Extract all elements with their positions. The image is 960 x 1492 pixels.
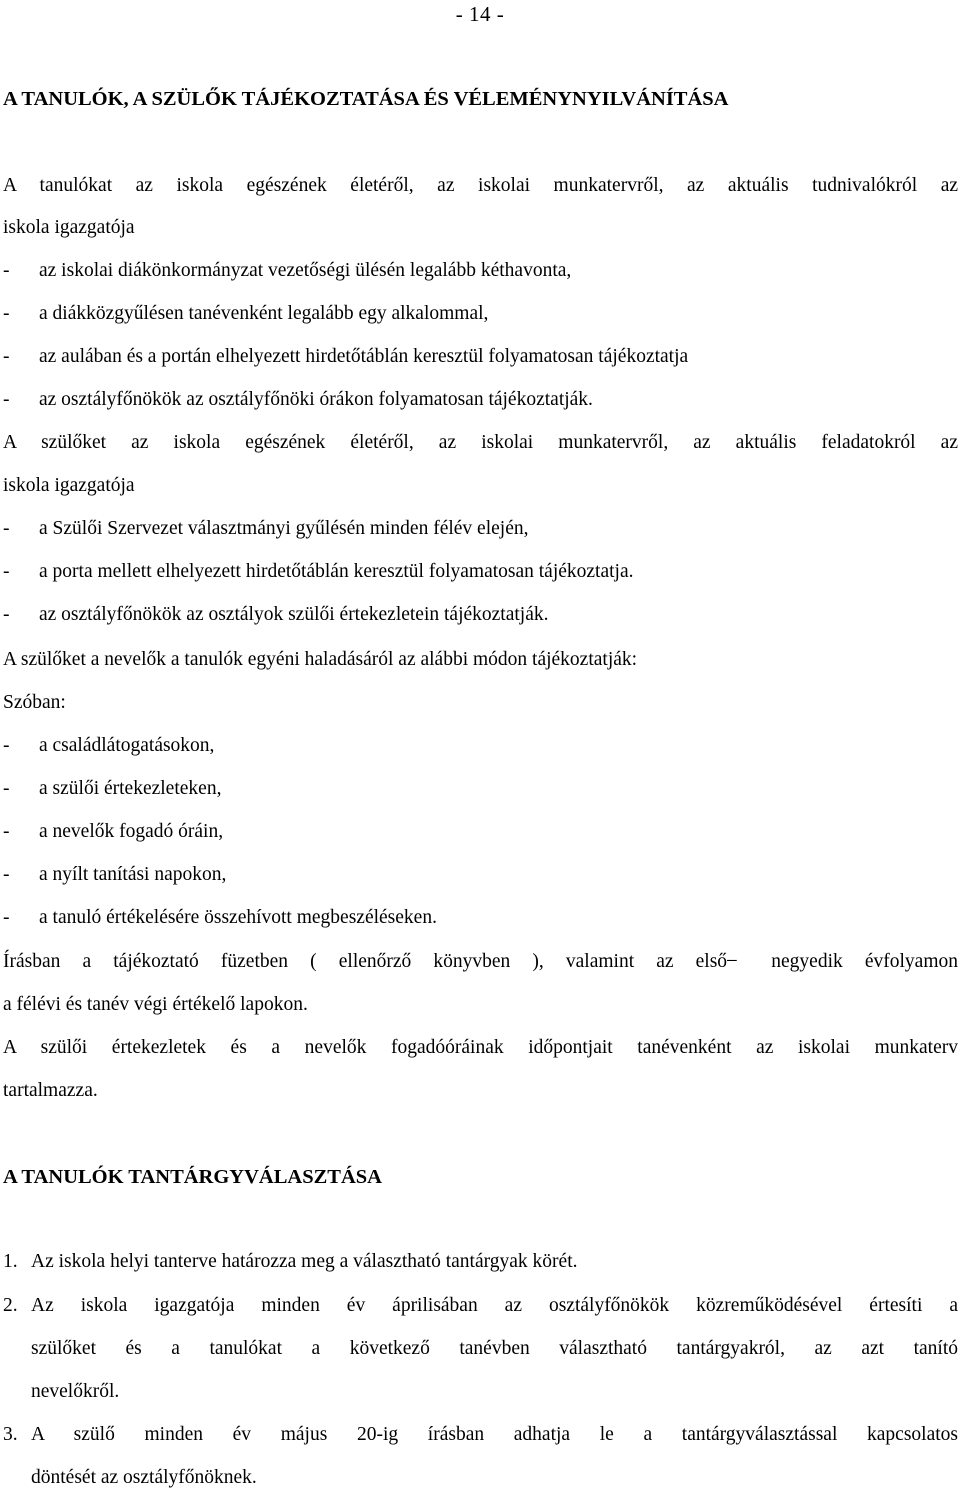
students-intro-line: A tanulókat az iskola egészének életéről, az iskolai munkatervről, az aktuális tudnivalókról az: [3, 175, 958, 196]
numbered-item: 2. Az iskola igazgatója minden év áprilisában az osztályfőnökök közreműködésével értesíti a: [3, 1292, 958, 1320]
dash-marker: -: [3, 303, 10, 324]
dash-marker: -: [3, 864, 10, 885]
oral-label: Szóban:: [3, 692, 66, 713]
written-line: a félévi és tanév végi értékelő lapokon.: [3, 994, 308, 1015]
list-item: - az osztályfőnökök az osztályfőnöki órákon folyamatosan tájékoztatják.: [3, 386, 593, 414]
dash-marker: -: [3, 518, 10, 539]
page-number: - 14 -: [455, 2, 505, 26]
dash-marker: -: [3, 821, 10, 842]
list-item: - a Szülői Szervezet választmányi gyűlésén minden félév elején,: [3, 515, 528, 543]
section-heading-information: A TANULÓK, A SZÜLŐK TÁJÉKOZTATÁSA ÉS VÉLEMÉNYNYILVÁNÍTÁSA: [3, 88, 729, 110]
dash-marker: -: [3, 346, 10, 367]
item-number: 2.: [3, 1295, 18, 1316]
list-item: - a családlátogatásokon,: [3, 732, 214, 760]
numbered-item: 1. Az iskola helyi tanterve határozza meg a választható tantárgyak körét.: [3, 1248, 578, 1276]
item-number: 3.: [3, 1424, 18, 1445]
dash-marker: -: [3, 389, 10, 410]
list-item: - a tanuló értékelésére összehívott megbeszéléseken.: [3, 904, 437, 932]
parents-intro-line: A szülőket az iskola egészének életéről, az iskolai munkatervről, az aktuális feladatokról az: [3, 432, 958, 453]
numbered-item-continuation: szülőket és a tanulókat a következő tanévben választható tantárgyakról, az azt tanító: [31, 1338, 958, 1359]
list-item: - a diákközgyűlésen tanévenként legalább egy alkalommal,: [3, 300, 488, 328]
numbered-item: 3. A szülő minden év május 20-ig írásban adhatja le a tantárgyválasztással kapcsolatos: [3, 1421, 958, 1449]
list-item: - az iskolai diákönkormányzat vezetőségi ülésén legalább kéthavonta,: [3, 257, 571, 285]
schedule-line: tartalmazza.: [3, 1080, 98, 1101]
dash-marker: -: [3, 735, 10, 756]
numbered-item-continuation: döntését az osztályfőnöknek.: [31, 1467, 257, 1488]
list-item: - az osztályfőnökök az osztályok szülői értekezletein tájékoztatják.: [3, 601, 549, 629]
list-item: - a nyílt tanítási napokon,: [3, 861, 226, 889]
list-item: - a porta mellett elhelyezett hirdetőtáblán keresztül folyamatosan tájékoztatja.: [3, 558, 634, 586]
dash-marker: -: [3, 604, 10, 625]
students-intro-line: iskola igazgatója: [3, 217, 135, 238]
teachers-intro-line: A szülőket a nevelők a tanulók egyéni haladásáról az alábbi módon tájékoztatják:: [3, 649, 638, 670]
numbered-item-continuation: nevelőkről.: [31, 1381, 120, 1402]
dash-marker: -: [3, 561, 10, 582]
item-number: 1.: [3, 1251, 18, 1272]
list-item: - a szülői értekezleteken,: [3, 775, 221, 803]
parents-intro-line: iskola igazgatója: [3, 475, 135, 496]
schedule-line: A szülői értekezletek és a nevelők fogadóóráinak időpontjait tanévenként az iskolai munkaterv: [3, 1037, 958, 1058]
section-heading-subject-choice: A TANULÓK TANTÁRGYVÁLASZTÁSA: [3, 1166, 382, 1188]
written-line: Írásban a tájékoztató füzetben ( ellenőrző könyvben ), valamint az első ̶ negyedik évfolyamon: [3, 951, 958, 972]
list-item: - az aulában és a portán elhelyezett hirdetőtáblán keresztül folyamatosan tájékoztatja: [3, 343, 688, 371]
dash-marker: -: [3, 260, 10, 281]
dash-marker: -: [3, 778, 10, 799]
list-item: - a nevelők fogadó óráin,: [3, 818, 223, 846]
dash-marker: -: [3, 907, 10, 928]
